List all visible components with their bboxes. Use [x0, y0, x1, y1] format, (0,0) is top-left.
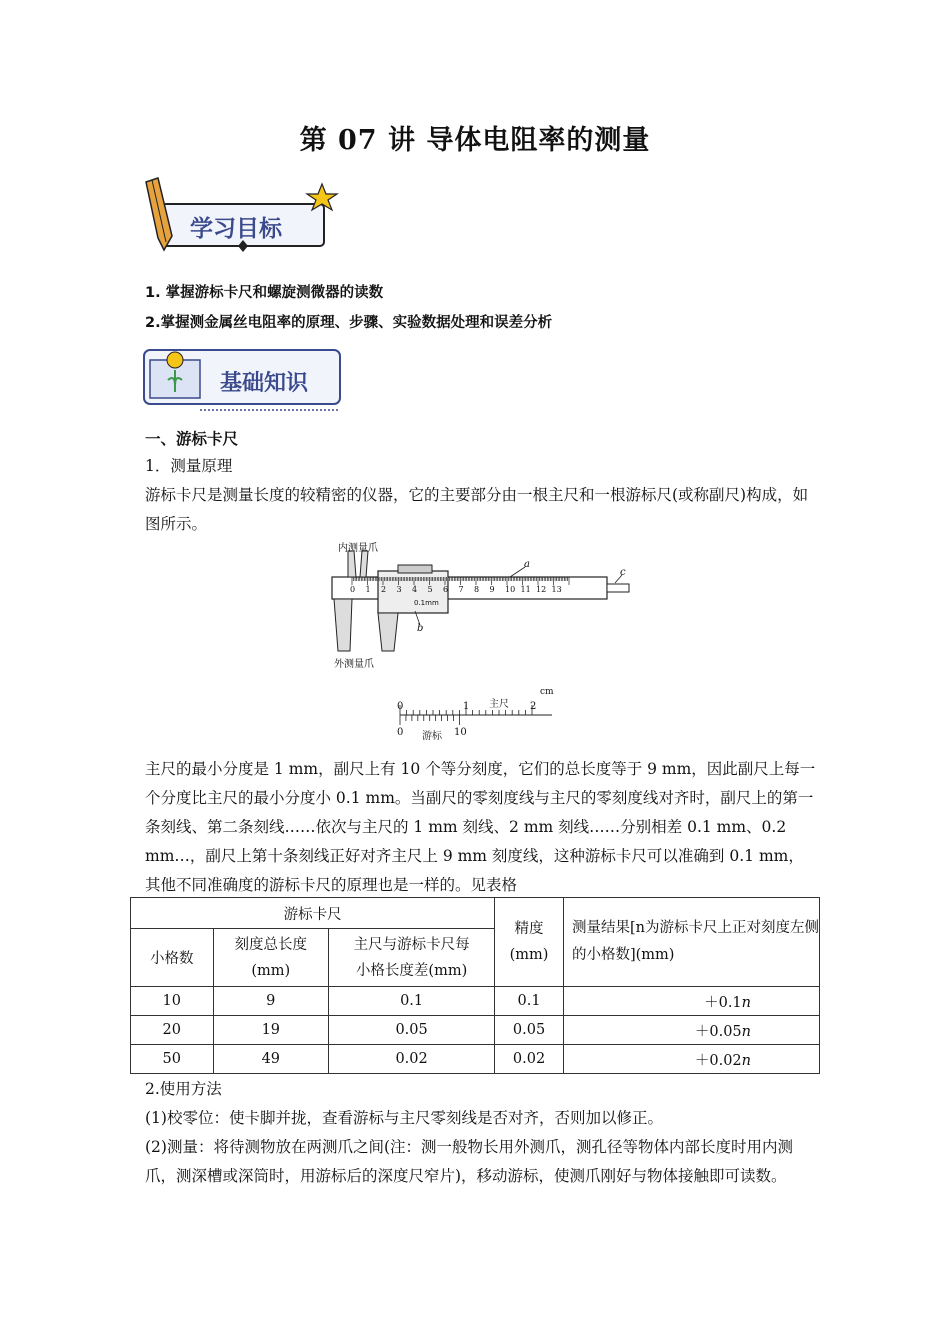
vernier-tick-0: 0	[397, 727, 404, 738]
table-row	[131, 1045, 820, 1074]
main-tick-0: 0	[397, 701, 404, 712]
vernier-caliper-figure	[320, 537, 640, 672]
cell-precision: 0.1	[495, 987, 564, 1016]
main-scale-label: 主尺	[489, 699, 509, 710]
label-c: c	[620, 567, 626, 578]
outer-jaw-label: 外测量爪	[334, 659, 374, 670]
caliper-drawing	[320, 537, 640, 672]
learning-goals-label: 学习目标	[190, 216, 282, 242]
vernier-precision-table	[130, 897, 820, 1074]
caliper-scale-number: 3	[396, 585, 402, 594]
caliper-scale-number: 9	[489, 585, 495, 594]
caliper-scale-number: 6	[443, 585, 449, 594]
unit-label: cm	[540, 687, 554, 697]
page-title: 第 07 讲 导体电阻率的测量	[299, 125, 651, 156]
cell-diff: 0.05	[329, 1016, 495, 1045]
sub-heading-usage: 2.使用方法	[145, 1080, 222, 1098]
paragraph-principle: 主尺的最小分度是 1 mm，副尺上有 10 个等分刻度，它们的总长度等于 9 mm，因此副尺上每一个分度比主尺的最小分度小 0.1 mm。当副尺的零刻度线与主尺的零刻度线对齐时，副尺上的第一条刻线、第二条刻线……依次与主尺的 1 mm 刻线、2 mm 刻线……分别相差 0.1 mm、0.2 mm…，副尺上第十条刻线正好对齐主尺上 9 mm 刻度线，这种游标卡尺可以准确到 0.1 mm，其他不同准确度的游标卡尺的原理也是一样的。见表格	[145, 760, 816, 894]
cell-total: 19	[213, 1016, 328, 1045]
cell-total: 9	[213, 987, 328, 1016]
caliper-scale-number: 2	[381, 585, 387, 594]
cell-precision: 0.02	[495, 1045, 564, 1074]
header-diff: 主尺与游标卡尺每 小格长度差(mm)	[329, 929, 495, 987]
caliper-scale-number: 13	[551, 585, 562, 594]
precision-label: 0.1mm	[414, 599, 439, 607]
table-group-header: 游标卡尺	[131, 898, 495, 929]
cell-count: 10	[131, 987, 214, 1016]
scale-diagram	[392, 687, 562, 743]
header-precision: 精度 (mm)	[495, 898, 564, 987]
label-a: a	[524, 559, 530, 570]
cell-result: ＋0.1n	[563, 987, 819, 1016]
caliper-scale-number: 8	[474, 585, 480, 594]
header-count: 小格数	[131, 929, 214, 987]
vernier-scale-label: 游标	[422, 731, 442, 742]
basic-knowledge-banner	[140, 346, 345, 416]
caliper-scale-number: 7	[458, 585, 464, 594]
main-tick-1: 1	[463, 701, 470, 712]
main-tick-2: 2	[530, 701, 537, 712]
cell-total: 49	[213, 1045, 328, 1074]
goal-item-2: 2.掌握测金属丝电阻率的原理、步骤、实验数据处理和误差分析	[145, 315, 553, 331]
cell-diff: 0.02	[329, 1045, 495, 1074]
header-total-length: 刻度总长度 (mm)	[213, 929, 328, 987]
sub-heading-principle: 1．测量原理	[145, 457, 233, 475]
cell-diff: 0.1	[329, 987, 495, 1016]
cell-result: ＋0.05n	[563, 1016, 819, 1045]
label-b: b	[417, 623, 424, 634]
caliper-scale-number: 10	[505, 585, 516, 594]
paragraph-intro: 游标卡尺是测量长度的较精密的仪器，它的主要部分由一根主尺和一根游标尺(或称副尺)构成，如图所示。	[145, 486, 809, 533]
cell-precision: 0.05	[495, 1016, 564, 1045]
usage-step-2: (2)测量：将待测物放在两测爪之间(注：测一般物长用外测爪，测孔径等物体内部长度时用内测爪，测深槽或深筒时，用游标后的深度尺窄片)，移动游标，使测爪刚好与物体接触即可读数。	[145, 1138, 794, 1185]
section-heading-vernier: 一、游标卡尺	[145, 430, 239, 448]
usage-step-1: (1)校零位：使卡脚并拢，查看游标与主尺零刻线是否对齐，否则加以修正。	[145, 1109, 663, 1127]
cell-count: 20	[131, 1016, 214, 1045]
caliper-scale-number: 11	[520, 585, 531, 594]
caliper-scale-number: 4	[412, 585, 418, 594]
cell-result: ＋0.02n	[563, 1045, 819, 1074]
goal-item-1: 1. 掌握游标卡尺和螺旋测微器的读数	[145, 285, 384, 301]
vernier-tick-10: 10	[454, 727, 467, 738]
cell-count: 50	[131, 1045, 214, 1074]
header-result: 测量结果[n为游标卡尺上正对刻度左侧的小格数](mm)	[563, 898, 819, 987]
learning-goals-banner	[140, 176, 340, 256]
caliper-scale-number: 12	[536, 585, 547, 594]
caliper-scale-number: 0	[350, 585, 356, 594]
caliper-scale-number: 5	[427, 585, 433, 594]
basic-knowledge-label: 基础知识	[220, 371, 309, 396]
table-row	[131, 987, 820, 1016]
inner-jaw-label: 内测量爪	[338, 543, 378, 554]
scale-drawing	[392, 687, 562, 743]
caliper-scale-number: 1	[365, 585, 371, 594]
table-row	[131, 1016, 820, 1045]
